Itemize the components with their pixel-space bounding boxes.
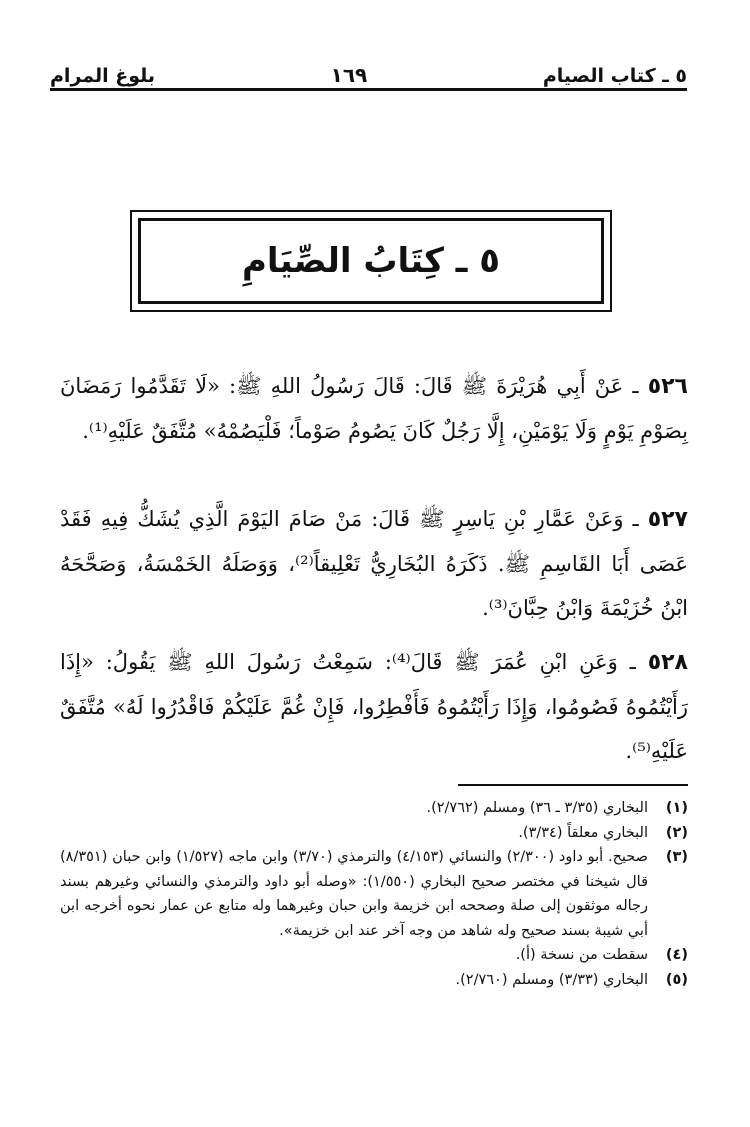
header-chapter: ٥ ـ كتاب الصيام [542,65,687,87]
hadith-number: ٥٢٨ [647,650,688,675]
footnote [60,845,688,943]
footnote [60,943,688,968]
chapter-title-frame [130,210,612,312]
footnote [60,968,688,993]
chapter-title: ٥ ـ كِتَابُ الصِّيَامِ [242,241,500,281]
running-header [50,57,687,87]
hadith-527 [60,497,688,630]
footnote-mark: (١) [665,800,688,816]
hadith-number: ٥٢٧ [647,507,688,532]
footnote-text: سقطت من نسخة (أ). [515,947,648,963]
footnote [60,796,688,821]
page-number: ١٦٩ [330,63,368,87]
header-rule [50,88,687,91]
footnote-mark: (٤) [665,947,688,963]
header-book-title: بلوغ المرام [50,65,156,87]
footnote-mark: (٣) [665,849,688,865]
hadith-text: ـ عَنْ أَبِي هُرَيْرَةَ ﷺ قَالَ: قَالَ رَسُولُ اللهِ ﷺ: «لَا تَقَدَّمُوا رَمَضَانَ بِصَوْمِ يَوْمٍ وَلَا يَوْمَيْنِ، إِلَّا رَجُلٌ كَانَ يَصُومُ صَوْماً؛ فَلْيَصُمْهُ» مُتَّفَقٌ عَلَيْهِ⁽¹⁾. [60,374,688,443]
footnote-text: البخاري معلقاً (٣/٣٤). [518,824,648,841]
footnote-text: البخاري (٣/٣٥ ـ ٣٦) ومسلم (٢/٧٦٢). [426,800,648,816]
hadith-number: ٥٢٦ [647,374,688,399]
footnote-mark: (٥) [665,971,688,988]
hadith-526 [60,364,688,453]
hadith-528 [60,640,688,773]
chapter-title-inner-frame [138,218,604,304]
footnotes [60,796,688,992]
footnote-text: البخاري (٣/٣٣) ومسلم (٢/٧٦٠). [455,971,648,988]
footnote-mark: (٢) [665,824,688,841]
footnote-text: صحيح. أبو داود (٢/٣٠٠) والنسائي (٤/١٥٣) والترمذي (٣/٧٠) وابن ماجه (١/٥٢٧) وابن حبان (٨/٣٥١) قال شيخنا في مختصر صحيح البخاري (١/٥٥٠): «وصله أبو داود والترمذي والنسائي وغيرهم بسند رجاله موثقون إلى صلة وصححه ابن خزيمة وابن حبان وغيرهما وله متابع عن عمار نحوه أخرجه ابن أبي شيبة بسند صحيح وله شاهد من وجه آخر عند ابن خزيمة». [60,849,648,939]
footnote [60,821,688,846]
hadith-text: ـ وَعَنِ ابْنِ عُمَرَ ﷺ قَالَ⁽⁴⁾: سَمِعْتُ رَسُولَ اللهِ ﷺ يَقُولُ: «إِذَا رَأَيْتُمُوهُ فَصُومُوا، وَإِذَا رَأَيْتُمُوهُ فَأَفْطِرُوا، فَإِنْ غُمَّ عَلَيْكُمْ فَاقْدُرُوا لَهُ» مُتَّفَقٌ عَلَيْهِ⁽⁵⁾. [60,650,688,763]
hadith-text: ـ وَعَنْ عَمَّارِ بْنِ يَاسِرٍ ﷺ قَالَ: مَنْ صَامَ اليَوْمَ الَّذِي يُشَكُّ فِيهِ فَقَدْ عَصَى أَبَا القَاسِمِ ﷺ. ذَكَرَهُ البُخَارِيُّ تَعْلِيقاً⁽²⁾، وَوَصَلَهُ الخَمْسَةُ، وَصَحَّحَهُ ابْنُ خُزَيْمَةَ وَابْنُ حِبَّانَ⁽³⁾. [60,507,688,620]
footnote-rule [458,784,688,786]
